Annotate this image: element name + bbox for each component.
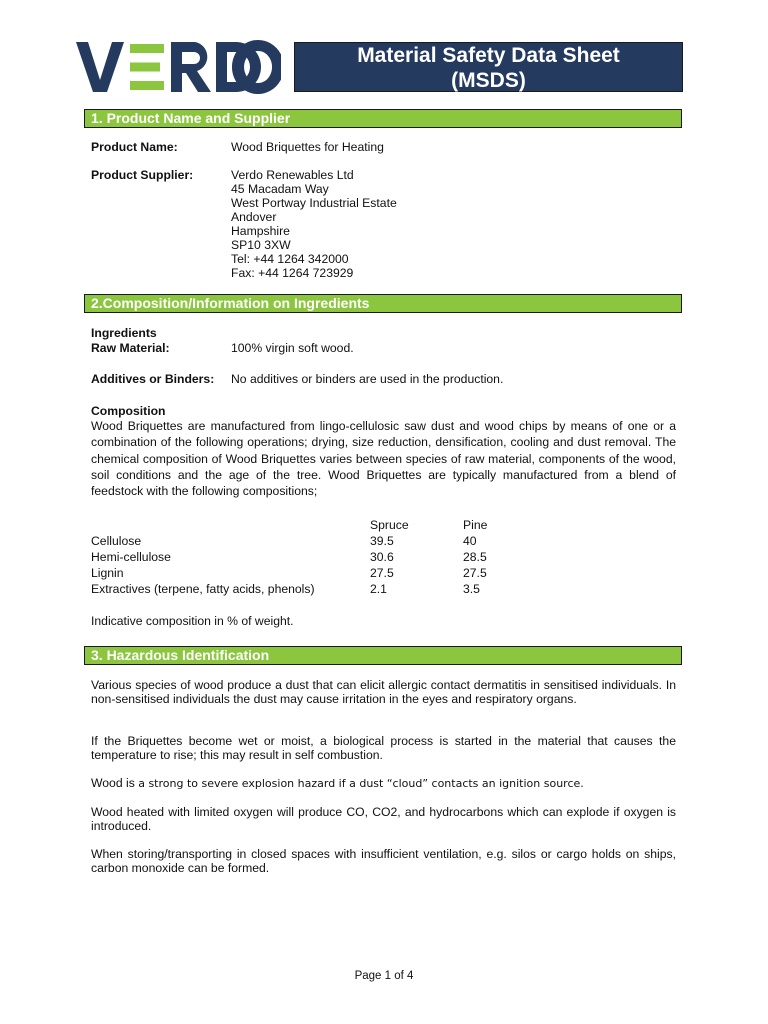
table-cell: 40 — [463, 534, 477, 548]
table-cell: 3.5 — [463, 582, 480, 596]
table-cell: 2.1 — [370, 582, 387, 596]
additives-label: Additives or Binders: — [91, 372, 215, 386]
hazard-paragraph-4: Wood heated with limited oxygen will produce CO, CO2, and hydrocarbons which can explode if oxygen is introduced. — [91, 805, 676, 833]
supplier-line: West Portway Industrial Estate — [231, 196, 397, 210]
table-cell: 27.5 — [370, 566, 394, 580]
ingredients-heading: Ingredients — [91, 326, 157, 340]
hazard-paragraph-5: When storing/transporting in closed spaces with insufficient ventilation, e.g. silos or cargo holds on ships, carbon monoxide can be formed. — [91, 847, 676, 875]
hazard-paragraph-1: Various species of wood produce a dust that can elicit allergic contact dermatitis in sensitised individuals. In non-sensitised individuals the dust may cause irritation in the eyes and respiratory organs. — [91, 678, 676, 706]
document-title — [294, 42, 683, 92]
raw-material-label: Raw Material: — [91, 341, 170, 355]
hazard-paragraph-3 — [91, 776, 676, 791]
section-1-header: 1. Product Name and Supplier — [84, 109, 682, 128]
hazard-paragraph-2: If the Briquettes become wet or moist, a biological process is started in the material that causes the temperature to rise; this may result in self combustion. — [91, 734, 676, 762]
supplier-address — [231, 168, 397, 280]
supplier-line: 45 Macadam Way — [231, 182, 329, 196]
hazard-p3-rest: a strong to severe explosion hazard if a dust “cloud” contacts an ignition source. — [138, 777, 584, 790]
composition-paragraph: Wood Briquettes are manufactured from lingo-cellulosic saw dust and wood chips by means of one or a combination of the following operations; drying, size reduction, densification, cooling and dust removal. The chemical composition of Wood Briquettes varies between species of raw material, components of the wood, soil conditions and the age of the tree. Wood Briquettes are typically manufactured from a blend of feedstock with the following compositions; — [91, 419, 676, 499]
table-cell: Lignin — [91, 566, 124, 580]
supplier-line: SP10 3XW — [231, 238, 291, 252]
composition-note: Indicative composition in % of weight. — [91, 614, 294, 628]
section-2-header: 2.Composition/Information on Ingredients — [84, 294, 682, 313]
table-cell: Hemi-cellulose — [91, 550, 171, 564]
table-cell: 39.5 — [370, 534, 394, 548]
supplier-line: Verdo Renewables Ltd — [231, 168, 354, 182]
section-3-header: 3. Hazardous Identification — [84, 646, 682, 665]
additives-value: No additives or binders are used in the production. — [231, 372, 504, 386]
supplier-line: Andover — [231, 210, 277, 224]
supplier-phone: Tel: +44 1264 342000 — [231, 252, 349, 266]
table-cell: Cellulose — [91, 534, 142, 548]
supplier-fax: Fax: +44 1264 723929 — [231, 266, 354, 280]
page-number: Page 1 of 4 — [354, 970, 414, 982]
table-cell: Extractives (terpene, fatty acids, phenols) — [91, 582, 315, 596]
hazard-p3-start: Wood is — [91, 776, 139, 790]
product-supplier-label: Product Supplier: — [91, 168, 194, 182]
verdo-logo — [76, 40, 281, 94]
table-cell: 30.6 — [370, 550, 394, 564]
product-name-value: Wood Briquettes for Heating — [231, 140, 384, 154]
table-header-pine: Pine — [463, 518, 488, 532]
raw-material-value: 100% virgin soft wood. — [231, 341, 354, 355]
supplier-line: Hampshire — [231, 224, 290, 238]
composition-heading: Composition — [91, 404, 166, 418]
table-header-spruce: Spruce — [370, 518, 409, 532]
table-cell: 28.5 — [463, 550, 487, 564]
title-line-1: Material Safety Data Sheet — [357, 44, 620, 67]
product-name-label: Product Name: — [91, 140, 178, 154]
table-cell: 27.5 — [463, 566, 487, 580]
title-line-2: (MSDS) — [451, 69, 526, 92]
